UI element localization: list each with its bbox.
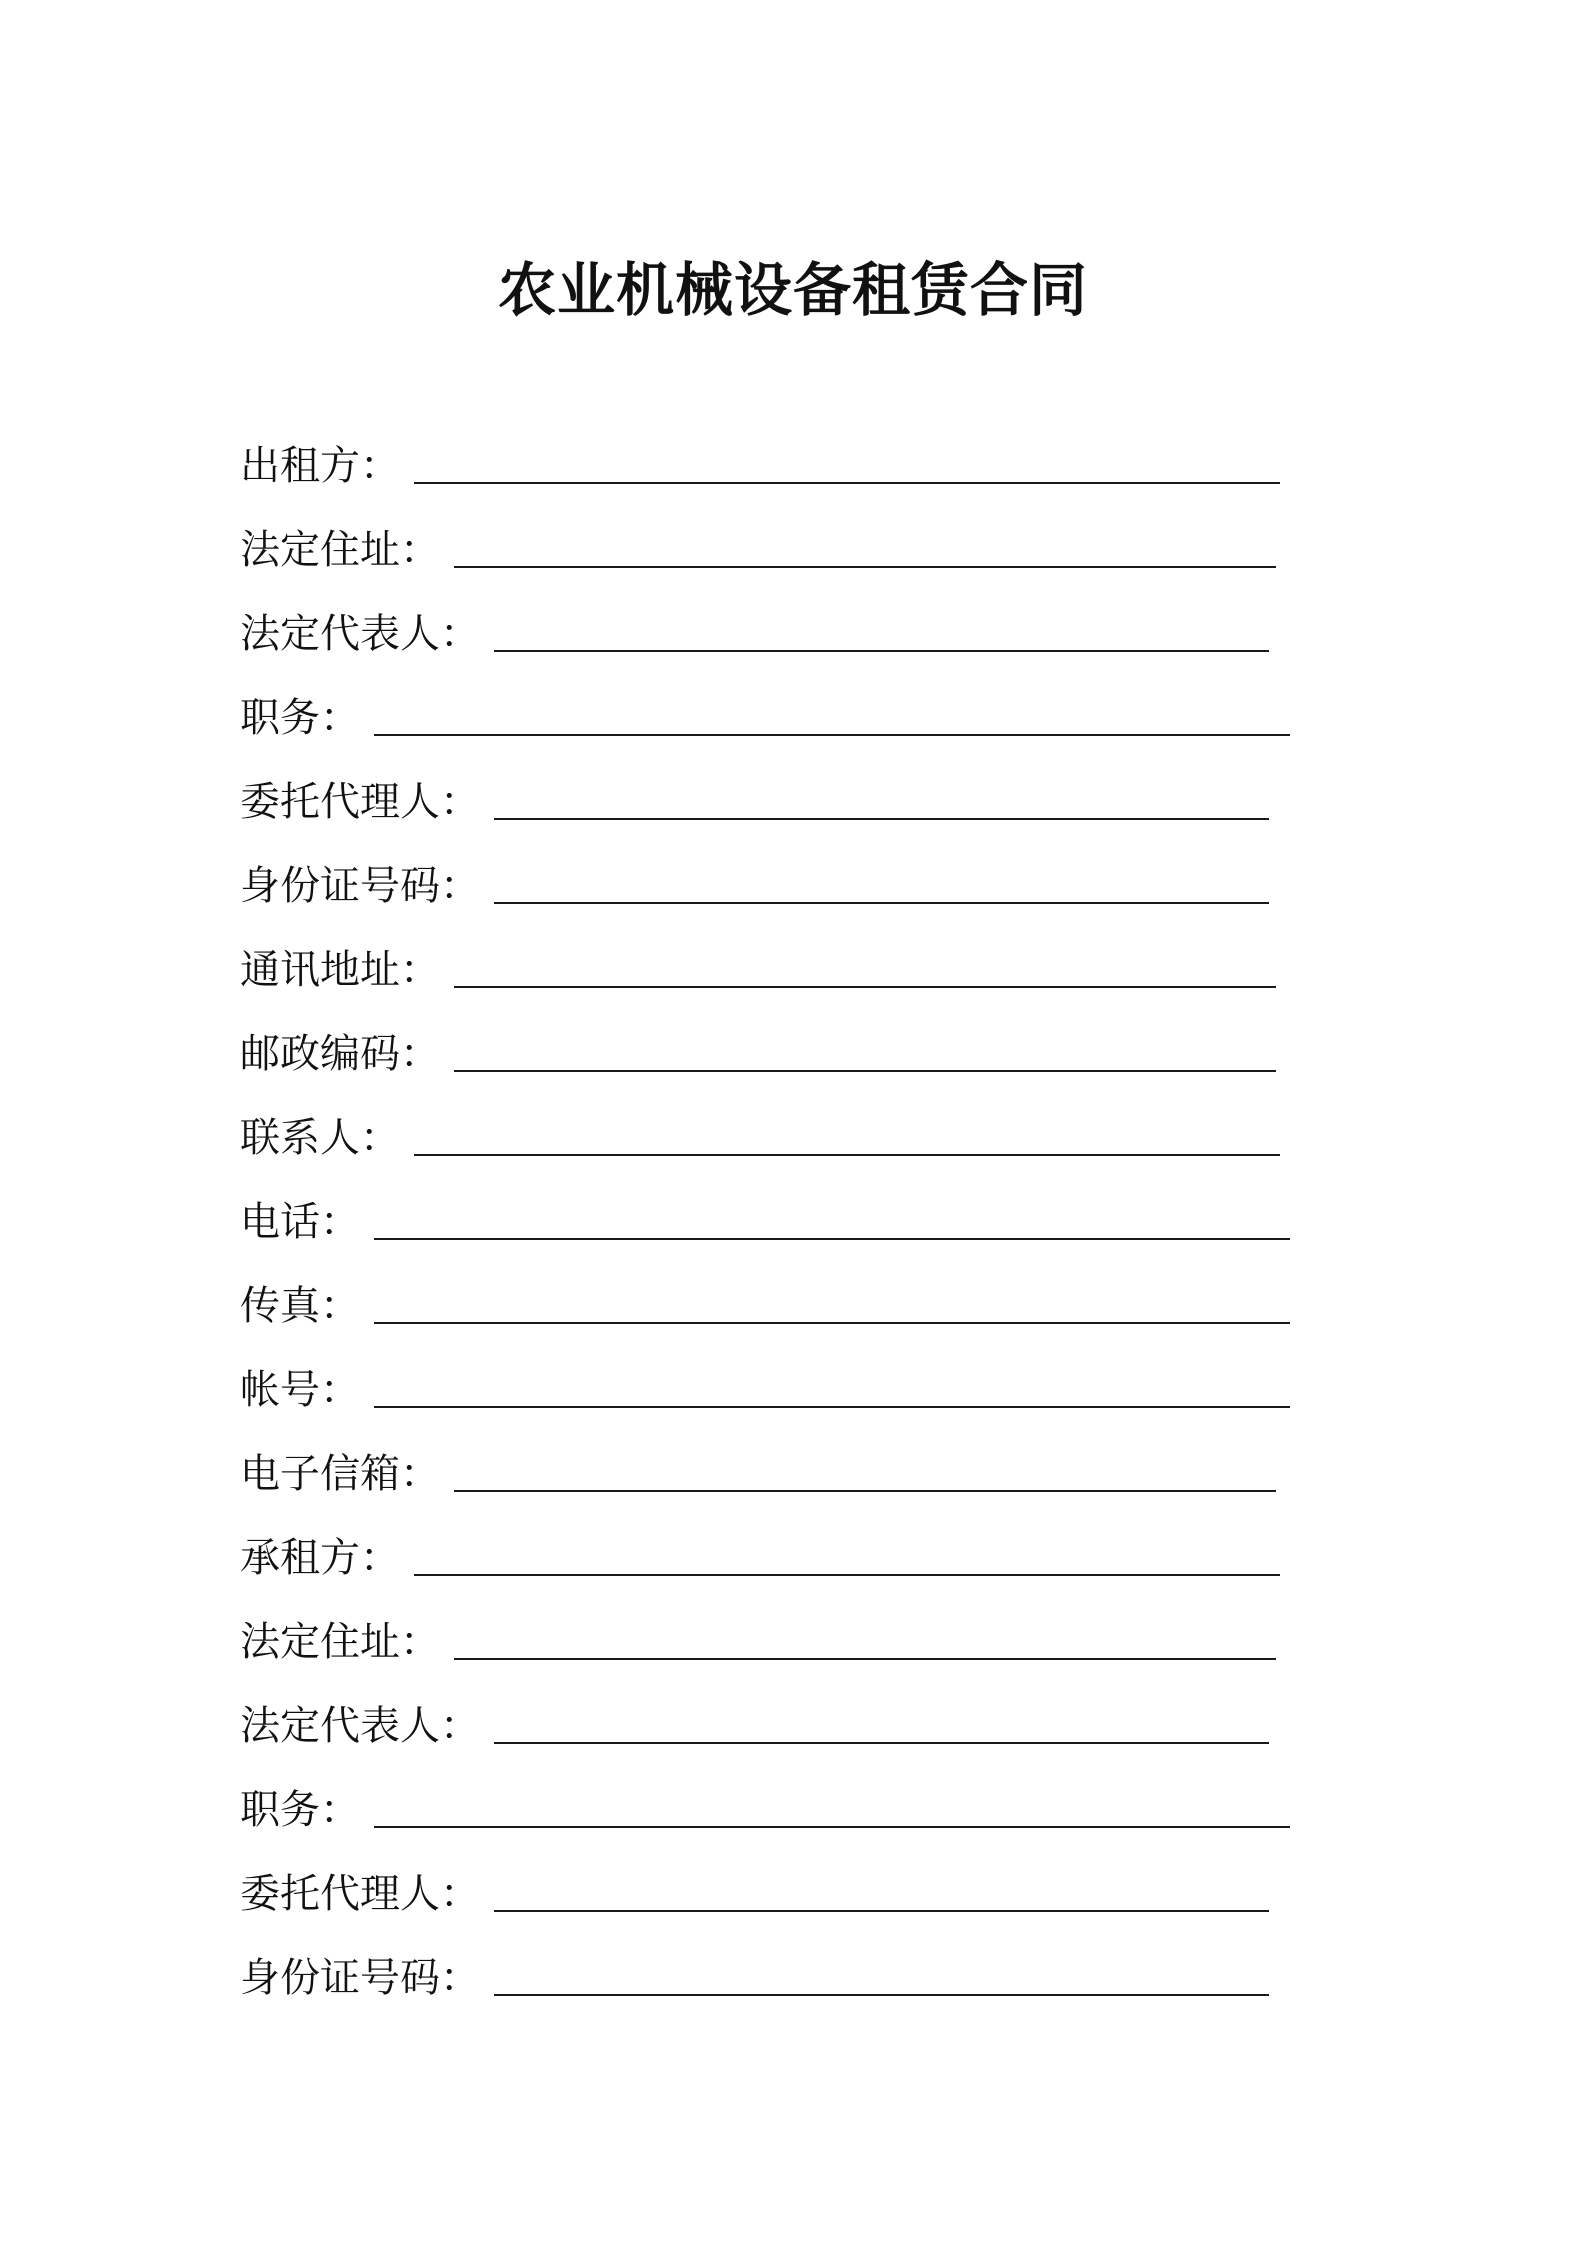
field-row xyxy=(240,1924,1300,2008)
field-row xyxy=(240,1588,1300,1672)
field-row xyxy=(240,1504,1300,1588)
fill-in-line[interactable] xyxy=(454,1658,1276,1660)
field-label: 身份证号码： xyxy=(240,1955,480,2001)
party-fields xyxy=(240,412,1300,2008)
field-label: 承租方： xyxy=(240,1535,400,1581)
field-row xyxy=(240,1252,1300,1336)
fill-in-line[interactable] xyxy=(494,1742,1269,1744)
field-label: 邮政编码： xyxy=(240,1031,440,1077)
fill-in-line[interactable] xyxy=(414,482,1280,484)
field-label: 法定住址： xyxy=(240,527,440,573)
field-label: 身份证号码： xyxy=(240,863,480,909)
field-label: 出租方： xyxy=(240,443,400,489)
field-row xyxy=(240,1672,1300,1756)
field-label: 职务： xyxy=(240,695,360,741)
fill-in-line[interactable] xyxy=(414,1154,1280,1156)
fill-in-line[interactable] xyxy=(454,1070,1276,1072)
field-label: 帐号： xyxy=(240,1367,360,1413)
field-row xyxy=(240,664,1300,748)
fill-in-line[interactable] xyxy=(454,1490,1276,1492)
fill-in-line[interactable] xyxy=(494,902,1269,904)
fill-in-line[interactable] xyxy=(494,1910,1269,1912)
fill-in-line[interactable] xyxy=(494,818,1269,820)
field-label: 法定代表人： xyxy=(240,611,480,657)
field-row xyxy=(240,1840,1300,1924)
field-label: 法定代表人： xyxy=(240,1703,480,1749)
document-title: 农业机械设备租赁合同 xyxy=(497,256,1088,324)
field-label: 委托代理人： xyxy=(240,1871,480,1917)
field-label: 电话： xyxy=(240,1199,360,1245)
field-label: 职务： xyxy=(240,1787,360,1833)
fill-in-line[interactable] xyxy=(374,1322,1290,1324)
fill-in-line[interactable] xyxy=(374,1826,1290,1828)
field-row xyxy=(240,1084,1300,1168)
fill-in-line[interactable] xyxy=(454,566,1276,568)
field-row xyxy=(240,1420,1300,1504)
field-row xyxy=(240,1168,1300,1252)
field-label: 通讯地址： xyxy=(240,947,440,993)
fill-in-line[interactable] xyxy=(494,650,1269,652)
field-label: 法定住址： xyxy=(240,1619,440,1665)
fill-in-line[interactable] xyxy=(374,1238,1290,1240)
field-row xyxy=(240,1000,1300,1084)
field-label: 委托代理人： xyxy=(240,779,480,825)
field-row xyxy=(240,1336,1300,1420)
field-row xyxy=(240,916,1300,1000)
field-label: 传真： xyxy=(240,1283,360,1329)
field-row xyxy=(240,496,1300,580)
fill-in-line[interactable] xyxy=(494,1994,1269,1996)
field-row xyxy=(240,1756,1300,1840)
field-label: 联系人： xyxy=(240,1115,400,1161)
field-row xyxy=(240,832,1300,916)
field-row xyxy=(240,748,1300,832)
field-row xyxy=(240,580,1300,664)
fill-in-line[interactable] xyxy=(454,986,1276,988)
fill-in-line[interactable] xyxy=(414,1574,1280,1576)
fill-in-line[interactable] xyxy=(374,734,1290,736)
fill-in-line[interactable] xyxy=(374,1406,1290,1408)
field-row xyxy=(240,412,1300,496)
field-label: 电子信箱： xyxy=(240,1451,440,1497)
